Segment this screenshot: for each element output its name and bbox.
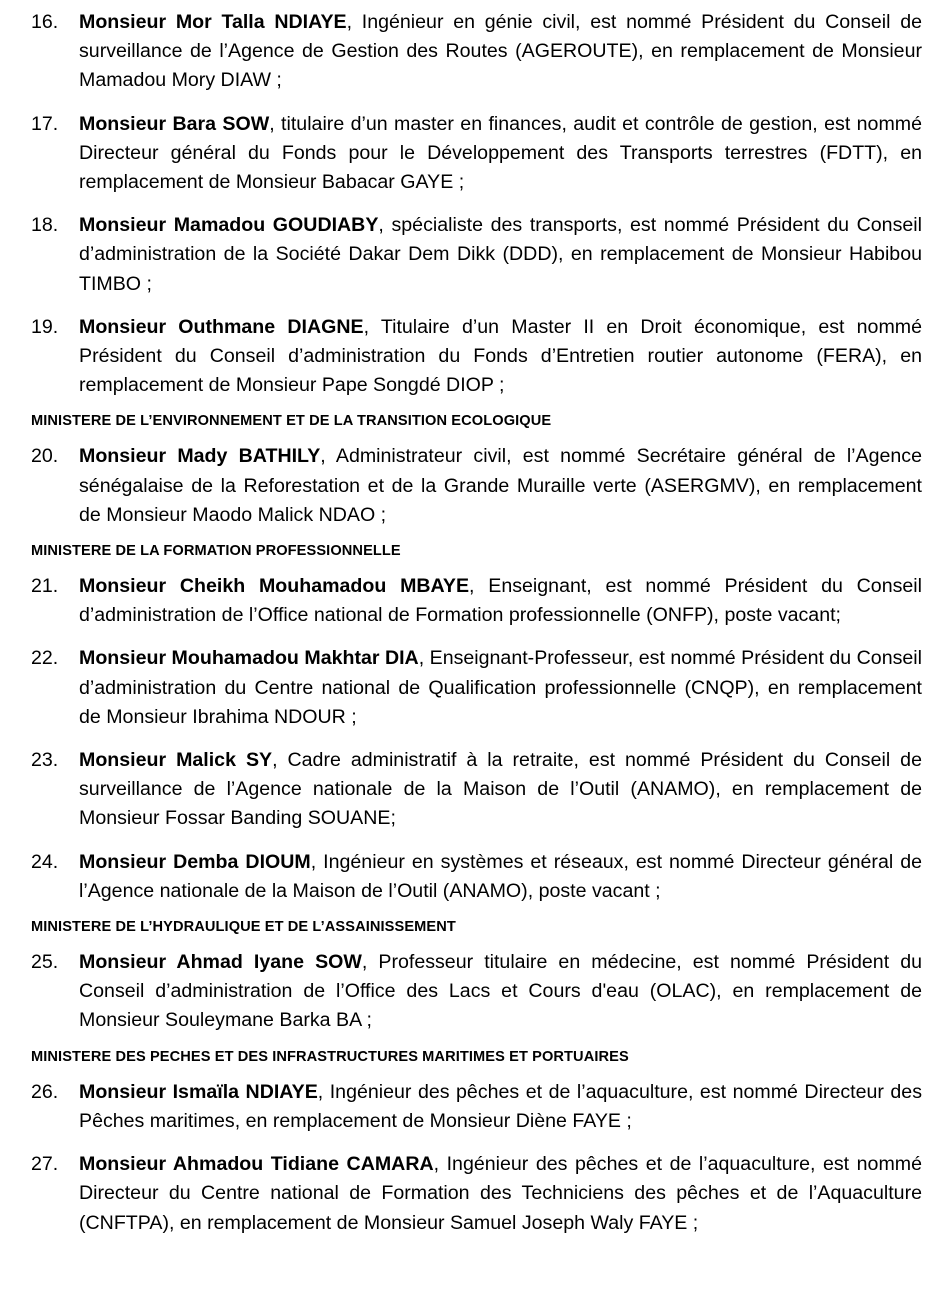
appointment-item [31,313,922,401]
item-number: 20. [31,445,59,468]
appointment-item [31,948,922,1036]
item-number: 16. [31,11,59,33]
appointee-name: Monsieur Bara SOW [79,112,270,135]
item-number: 27. [31,1153,59,1176]
ministry-heading: MINISTERE DE LA FORMATION PROFESSIONNELLE [31,543,401,560]
appointment-text: , titulaire d’un master en finances, audit et contrôle de gestion, est nommé Directeur général du Fonds pour le Développement des Transports terrestres (FDTT), en remplacement de Monsieur Babacar GAYE ; [79,112,922,194]
appointment-text: , Ingénieur des pêches et de l’aquaculture, est nommé Directeur des Pêches maritimes, en remplacement de Monsieur Diène FAYE ; [79,1080,922,1132]
appointment-text: , spécialiste des transports, est nommé Président du Conseil d’administration de la Société Dakar Dem Dikk (DDD), en remplacement de Monsieur Habibou TIMBO ; [79,214,922,295]
appointee-name: Monsieur Mamadou GOUDIABY [79,214,379,237]
appointee-name: Monsieur Mor Talla NDIAYE [79,11,347,33]
item-number: 21. [31,575,59,598]
ministry-heading: MINISTERE DES PECHES ET DES INFRASTRUCTURES MARITIMES ET PORTUAIRES [31,1048,629,1065]
appointment-text: , Ingénieur en systèmes et réseaux, est nommé Directeur général de l’Agence nationale de la Maison de l’Outil (ANAMO), poste vacant ; [79,850,923,902]
appointment-text: , Ingénieur des pêches et de l’aquaculture, est nommé Directeur du Centre national de Formation des Techniciens des pêches et de l’Aquaculture (CNFTPA), en remplacement de Monsieur Samuel Joseph Waly FAYE ; [79,1153,922,1234]
item-number: 25. [31,951,59,974]
appointment-item [31,8,922,96]
appointment-text: , Enseignant-Professeur, est nommé Président du Conseil d’administration du Centre national de Qualification professionnelle (CNQP), en remplacement de Monsieur Ibrahima NDOUR ; [79,647,923,728]
appointment-item [31,442,922,530]
appointee-name: Monsieur Ahmad Iyane SOW [79,951,362,974]
item-number: 18. [31,214,59,237]
appointment-text: , Titulaire d’un Master II en Droit économique, est nommé Président du Conseil d’administration du Fonds d’Entretien routier autonome (FERA), en remplacement de Monsieur Pape Songdé DIOP ; [79,315,922,397]
appointee-name: Monsieur Mady BATHILY [79,445,321,468]
appointee-name: Monsieur Ahmadou Tidiane CAMARA [79,1153,434,1176]
appointment-text: , Administrateur civil, est nommé Secrétaire général de l’Agence sénégalaise de la Reforestation et de la Grande Muraille verte (ASERGMV), en remplacement de Monsieur Maodo Malick NDAO ; [79,445,922,526]
item-number: 19. [31,315,59,338]
appointment-text: , Ingénieur en génie civil, est nommé Président du Conseil de surveillance de l’Agence de Gestion des Routes (AGEROUTE), en remplacement de Monsieur Mamadou Mory DIAW ; [79,11,922,92]
appointment-item [31,644,922,732]
ministry-heading: MINISTERE DE L’HYDRAULIQUE ET DE L’ASSAINISSEMENT [31,919,456,936]
appointee-name: Monsieur Malick SY [79,749,273,772]
appointment-item [31,211,922,299]
appointee-name: Monsieur Demba DIOUM [79,850,311,873]
item-number: 26. [31,1080,59,1103]
appointee-name: Monsieur Cheikh Mouhamadou MBAYE [79,575,470,598]
appointment-item [31,746,922,834]
item-number: 23. [31,749,59,772]
appointee-name: Monsieur Mouhamadou Makhtar DIA [79,647,419,670]
appointment-item [31,1150,922,1238]
appointment-item [31,848,922,906]
appointment-text: , Professeur titulaire en médecine, est nommé Président du Conseil d’administration de l’Office des Lacs et Cours d'eau (OLAC), en remplacement de Monsieur Souleymane Barka BA ; [79,951,922,1032]
appointment-item [31,110,922,198]
appointment-text: , Enseignant, est nommé Président du Conseil d’administration de l’Office national de Formation professionnelle (ONFP), poste vacant; [79,575,922,627]
appointee-name: Monsieur Outhmane DIAGNE [79,315,364,338]
appointment-item [31,1078,922,1136]
appointee-name: Monsieur Ismaïla NDIAYE [79,1080,318,1103]
appointment-text: , Cadre administratif à la retraite, est nommé Président du Conseil de surveillance de l’Agence nationale de la Maison de l’Outil (ANAMO), en remplacement de Monsieur Fossar Banding SOUANE; [79,749,922,830]
appointment-item [31,572,922,630]
item-number: 17. [31,112,59,135]
item-number: 22. [31,647,59,670]
ministry-heading: MINISTERE DE L’ENVIRONNEMENT ET DE LA TRANSITION ECOLOGIQUE [31,413,552,430]
item-number: 24. [31,850,59,873]
